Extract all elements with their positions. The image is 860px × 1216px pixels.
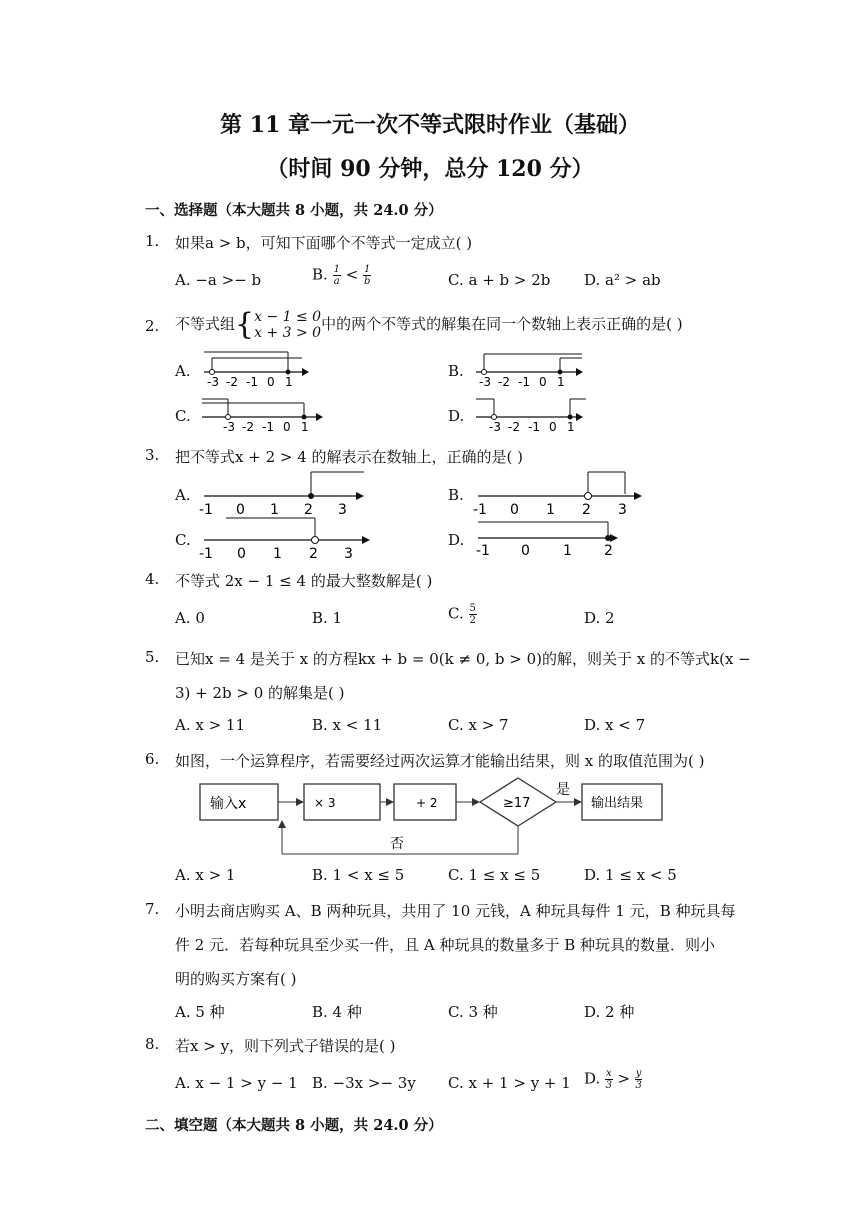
tick-label: -3	[207, 375, 219, 389]
tick-label: 0	[267, 375, 275, 389]
document-title: 第 11 章一元一次不等式限时作业（基础）	[220, 112, 640, 138]
option-c: C. 3 种	[448, 1003, 498, 1021]
tick-label: 0	[236, 502, 245, 518]
frac-denominator: 3	[635, 1080, 642, 1091]
flow-yes-label: 是	[556, 782, 570, 798]
tick-label: 2	[304, 502, 313, 518]
option-d: D. 2 种	[584, 1003, 635, 1021]
number-line-3c	[196, 512, 376, 564]
tick-label: 2	[309, 546, 318, 562]
question-stem-line1: 小明去商店购买 A、B 两种玩具，共用了 10 元钱，A 种玩具每件 1 元，B 种玩具每	[175, 902, 736, 920]
document-subtitle: （时间 90 分钟，总分 120 分）	[266, 156, 594, 182]
option-a: A. x − 1 > y − 1	[175, 1074, 298, 1092]
tick-label: 1	[285, 375, 293, 389]
number-line-2c	[198, 393, 328, 435]
option-a: A. 5 种	[175, 1003, 225, 1021]
tick-label: 1	[557, 375, 565, 389]
option-d-label: D.	[448, 531, 465, 549]
frac-numerator: 5	[469, 603, 476, 614]
option-b: B. x < 11	[312, 716, 383, 734]
option-a: A. x > 11	[175, 716, 246, 734]
frac-denominator: 3	[605, 1080, 613, 1091]
tick-label: -1	[199, 502, 213, 518]
option-d: D. 1 ≤ x < 5	[584, 866, 677, 884]
flow-no-label: 否	[390, 836, 404, 852]
tick-label: 0	[237, 546, 246, 562]
tick-label: 0	[521, 543, 530, 559]
tick-label: 0	[283, 420, 291, 434]
number-line-3d	[470, 512, 630, 564]
number-line-2b	[472, 348, 592, 390]
flow-multiply-label: × 3	[314, 796, 336, 810]
option-d: D. $\frac{x}{3}$ > $\frac{y}{3}$	[584, 1068, 642, 1091]
option-c-label: C.	[175, 407, 191, 425]
question-number: 2.	[145, 317, 160, 335]
option-c: C. x > 7	[448, 716, 509, 734]
section-heading-choice: 一、选择题（本大题共 8 小题，共 24.0 分）	[145, 202, 443, 219]
question-number: 5.	[145, 648, 160, 666]
tick-label: 3	[344, 546, 353, 562]
question-stem-line2: 件 2 元．若每种玩具至少买一件，且 A 种玩具的数量多于 B 种玩具的数量．则小	[175, 936, 716, 954]
flow-output-label: 输出结果	[591, 796, 644, 811]
option-b: B. −3x >− 3y	[312, 1074, 416, 1092]
option-b: B. 1	[312, 609, 343, 627]
tick-label: 1	[273, 546, 282, 562]
option-c: C. a + b > 2b	[448, 271, 551, 289]
tick-label: 0	[549, 420, 557, 434]
question-stem: 不等式 2x − 1 ≤ 4 的最大整数解是( )	[175, 572, 433, 590]
tick-label: 3	[338, 502, 347, 518]
tick-label: -2	[498, 375, 510, 389]
option-c: C. 1 ≤ x ≤ 5	[448, 866, 541, 884]
tick-label: -1	[518, 375, 530, 389]
tick-label: 3	[618, 502, 627, 518]
option-b: B. $\frac{1}{a}$ < $\frac{1}{b}$	[312, 264, 371, 287]
question-number: 6.	[145, 750, 160, 768]
tick-label: 2	[604, 543, 613, 559]
option-c-label: C.	[448, 604, 464, 623]
question-stem: 如果a > b，可知下面哪个不等式一定成立( )	[175, 234, 473, 252]
option-d: D. a² > ab	[584, 271, 661, 289]
tick-label: -2	[242, 420, 254, 434]
question-stem: 把不等式x + 2 > 4 的解表示在数轴上，正确的是( )	[175, 448, 523, 466]
question-stem: 若x > y，则下列式子错误的是( )	[175, 1037, 396, 1055]
option-a: A. x > 1	[175, 866, 236, 884]
tick-label: -3	[489, 420, 501, 434]
option-a-label: A.	[175, 486, 191, 504]
question-stem-line1: 已知x = 4 是关于 x 的方程kx + b = 0(k ≠ 0, b > 0)的解，则关于 x 的不等式k(x −	[175, 650, 751, 668]
question-number: 8.	[145, 1035, 160, 1053]
option-b: B. 1 < x ≤ 5	[312, 866, 405, 884]
tick-label: 0	[539, 375, 547, 389]
option-d-label: D.	[448, 407, 465, 425]
question-stem-line3: 明的购买方案有( )	[175, 970, 297, 988]
system-line-2: x + 3 > 0	[254, 325, 322, 341]
flow-add-label: + 2	[416, 796, 438, 810]
tick-label: -3	[223, 420, 235, 434]
number-line-2a	[198, 348, 318, 390]
question-stem: 不等式组{ x − 1 ≤ 0 x + 3 > 0 中的两个不等式的解集在同一个数轴上表示正确的是( )	[175, 307, 683, 342]
flow-input-label: 输入x	[210, 796, 247, 812]
option-b: B. 4 种	[312, 1003, 362, 1021]
tick-label: 1	[546, 502, 555, 518]
option-a: A. 0	[175, 609, 205, 627]
question-number: 1.	[145, 232, 160, 250]
tick-label: -2	[226, 375, 238, 389]
tick-label: -1	[528, 420, 540, 434]
question-stem: 如图，一个运算程序，若需要经过两次运算才能输出结果，则 x 的取值范围为( )	[175, 752, 705, 770]
tick-label: -1	[262, 420, 274, 434]
question-number: 7.	[145, 900, 160, 918]
flow-condition-label: ≥17	[503, 796, 531, 811]
option-c-label: C.	[175, 531, 191, 549]
stem-before: 不等式组	[175, 315, 236, 333]
tick-label: -2	[508, 420, 520, 434]
system-line-1: x − 1 ≤ 0	[254, 309, 322, 325]
tick-label: -1	[199, 546, 213, 562]
tick-label: 1	[301, 420, 309, 434]
tick-label: 2	[582, 502, 591, 518]
option-c	[448, 603, 477, 626]
option-b-label: B.	[448, 362, 464, 380]
frac-numerator: y	[635, 1068, 642, 1079]
flowchart	[196, 774, 676, 860]
tick-label: -3	[479, 375, 491, 389]
option-d-label: D.	[584, 1069, 601, 1088]
frac-denominator: 2	[469, 615, 476, 626]
question-stem-line2: 3) + 2b > 0 的解集是( )	[175, 684, 345, 702]
section-heading-fill: 二、填空题（本大题共 8 小题，共 24.0 分）	[145, 1117, 443, 1134]
frac-numerator: x	[606, 1068, 612, 1079]
question-number: 4.	[145, 570, 160, 588]
question-number: 3.	[145, 446, 160, 464]
tick-label: 0	[510, 502, 519, 518]
tick-label: -1	[246, 375, 258, 389]
tick-label: -1	[476, 543, 490, 559]
tick-label: 1	[567, 420, 575, 434]
tick-label: -1	[473, 502, 487, 518]
stem-after: 中的两个不等式的解集在同一个数轴上表示正确的是( )	[321, 315, 683, 333]
number-line-2d	[472, 393, 592, 435]
tick-label: 1	[270, 502, 279, 518]
option-d: D. 2	[584, 609, 615, 627]
option-d: D. x < 7	[584, 716, 646, 734]
tick-label: 1	[563, 543, 572, 559]
option-a: A. −a >− b	[175, 271, 262, 289]
option-a-label: A.	[175, 362, 191, 380]
option-c: C. x + 1 > y + 1	[448, 1074, 571, 1092]
option-b-label: B.	[448, 486, 464, 504]
